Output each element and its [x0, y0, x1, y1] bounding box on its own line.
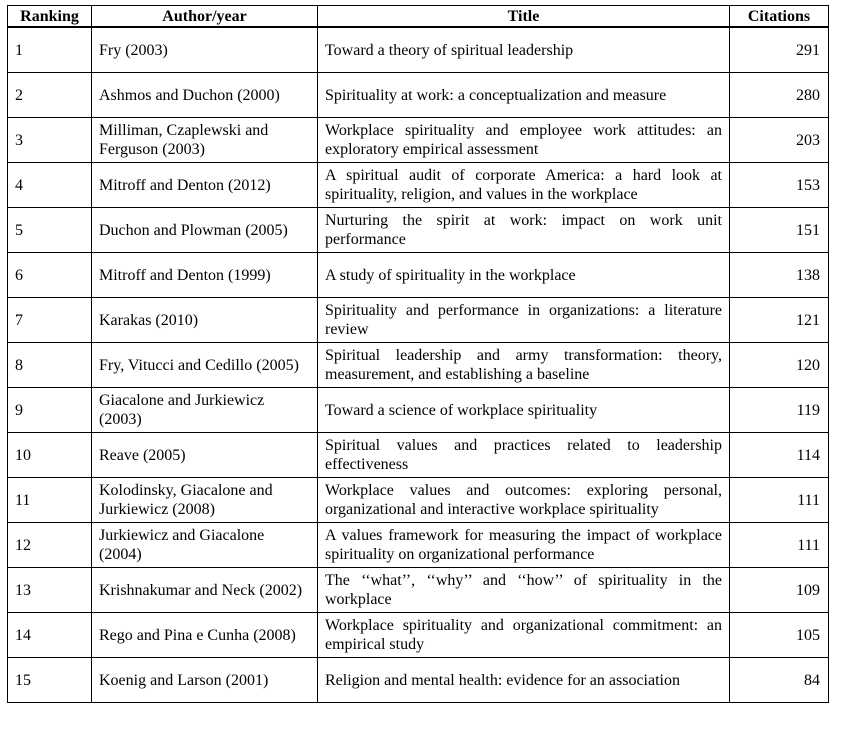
- table-row: [8, 118, 829, 163]
- rank-cell: 12: [8, 523, 92, 568]
- header-title: Title: [318, 6, 730, 28]
- table-row: [8, 523, 829, 568]
- citations-cell: 114: [730, 433, 829, 478]
- citations-cell: 291: [730, 27, 829, 73]
- title-cell: Spirituality and performance in organizations: a literature review: [318, 298, 730, 343]
- author-cell: Ashmos and Duchon (2000): [92, 73, 318, 118]
- rank-cell: 5: [8, 208, 92, 253]
- rank-cell: 15: [8, 658, 92, 703]
- title-cell: Nurturing the spirit at work: impact on work unit performance: [318, 208, 730, 253]
- rank-cell: 1: [8, 27, 92, 73]
- title-cell: Spiritual leadership and army transformation: theory, measurement, and establishing a baseline: [318, 343, 730, 388]
- title-cell: Toward a theory of spiritual leadership: [318, 27, 730, 73]
- citations-cell: 111: [730, 478, 829, 523]
- author-cell: Mitroff and Denton (2012): [92, 163, 318, 208]
- author-cell: Rego and Pina e Cunha (2008): [92, 613, 318, 658]
- author-cell: Mitroff and Denton (1999): [92, 253, 318, 298]
- author-cell: Giacalone and Jurkiewicz (2003): [92, 388, 318, 433]
- table-row: [8, 253, 829, 298]
- author-cell: Duchon and Plowman (2005): [92, 208, 318, 253]
- table-body: [8, 27, 829, 703]
- table-row: [8, 163, 829, 208]
- title-cell: Workplace spirituality and organizational commitment: an empirical study: [318, 613, 730, 658]
- rank-cell: 10: [8, 433, 92, 478]
- author-cell: Karakas (2010): [92, 298, 318, 343]
- header-ranking: Ranking: [8, 6, 92, 28]
- table-row: [8, 27, 829, 73]
- title-cell: A study of spirituality in the workplace: [318, 253, 730, 298]
- citations-cell: 109: [730, 568, 829, 613]
- table-row: [8, 208, 829, 253]
- title-cell: Workplace spirituality and employee work attitudes: an exploratory empirical assessment: [318, 118, 730, 163]
- author-cell: Fry (2003): [92, 27, 318, 73]
- citations-cell: 153: [730, 163, 829, 208]
- rank-cell: 9: [8, 388, 92, 433]
- table-row: [8, 298, 829, 343]
- citations-cell: 111: [730, 523, 829, 568]
- title-cell: Toward a science of workplace spirituality: [318, 388, 730, 433]
- citations-cell: 119: [730, 388, 829, 433]
- table-row: [8, 433, 829, 478]
- author-cell: Jurkiewicz and Giacalone (2004): [92, 523, 318, 568]
- rank-cell: 6: [8, 253, 92, 298]
- citations-cell: 203: [730, 118, 829, 163]
- title-cell: Religion and mental health: evidence for an association: [318, 658, 730, 703]
- title-cell: The ‘‘what’’, ‘‘why’’ and ‘‘how’’ of spirituality in the workplace: [318, 568, 730, 613]
- title-cell: A spiritual audit of corporate America: a hard look at spirituality, religion, and values in the workplace: [318, 163, 730, 208]
- author-cell: Kolodinsky, Giacalone and Jurkiewicz (2008): [92, 478, 318, 523]
- table-row: [8, 388, 829, 433]
- citations-table: [7, 5, 829, 703]
- rank-cell: 8: [8, 343, 92, 388]
- table-row: [8, 658, 829, 703]
- table-row: [8, 343, 829, 388]
- citations-cell: 105: [730, 613, 829, 658]
- citations-cell: 121: [730, 298, 829, 343]
- header-citations: Citations: [730, 6, 829, 28]
- rank-cell: 3: [8, 118, 92, 163]
- author-cell: Milliman, Czaplewski and Ferguson (2003): [92, 118, 318, 163]
- rank-cell: 14: [8, 613, 92, 658]
- title-cell: A values framework for measuring the impact of workplace spirituality on organizational performance: [318, 523, 730, 568]
- citations-cell: 120: [730, 343, 829, 388]
- author-cell: Fry, Vitucci and Cedillo (2005): [92, 343, 318, 388]
- rank-cell: 7: [8, 298, 92, 343]
- table-row: [8, 73, 829, 118]
- header-author-year: Author/year: [92, 6, 318, 28]
- citations-cell: 138: [730, 253, 829, 298]
- table-row: [8, 568, 829, 613]
- table-row: [8, 613, 829, 658]
- rank-cell: 11: [8, 478, 92, 523]
- rank-cell: 13: [8, 568, 92, 613]
- citations-cell: 151: [730, 208, 829, 253]
- citations-cell: 280: [730, 73, 829, 118]
- author-cell: Krishnakumar and Neck (2002): [92, 568, 318, 613]
- rank-cell: 2: [8, 73, 92, 118]
- title-cell: Spiritual values and practices related to leadership effectiveness: [318, 433, 730, 478]
- author-cell: Reave (2005): [92, 433, 318, 478]
- author-cell: Koenig and Larson (2001): [92, 658, 318, 703]
- title-cell: Workplace values and outcomes: exploring personal, organizational and interactive workplace spirituality: [318, 478, 730, 523]
- header-row: [8, 6, 829, 28]
- rank-cell: 4: [8, 163, 92, 208]
- title-cell: Spirituality at work: a conceptualization and measure: [318, 73, 730, 118]
- citations-cell: 84: [730, 658, 829, 703]
- table-row: [8, 478, 829, 523]
